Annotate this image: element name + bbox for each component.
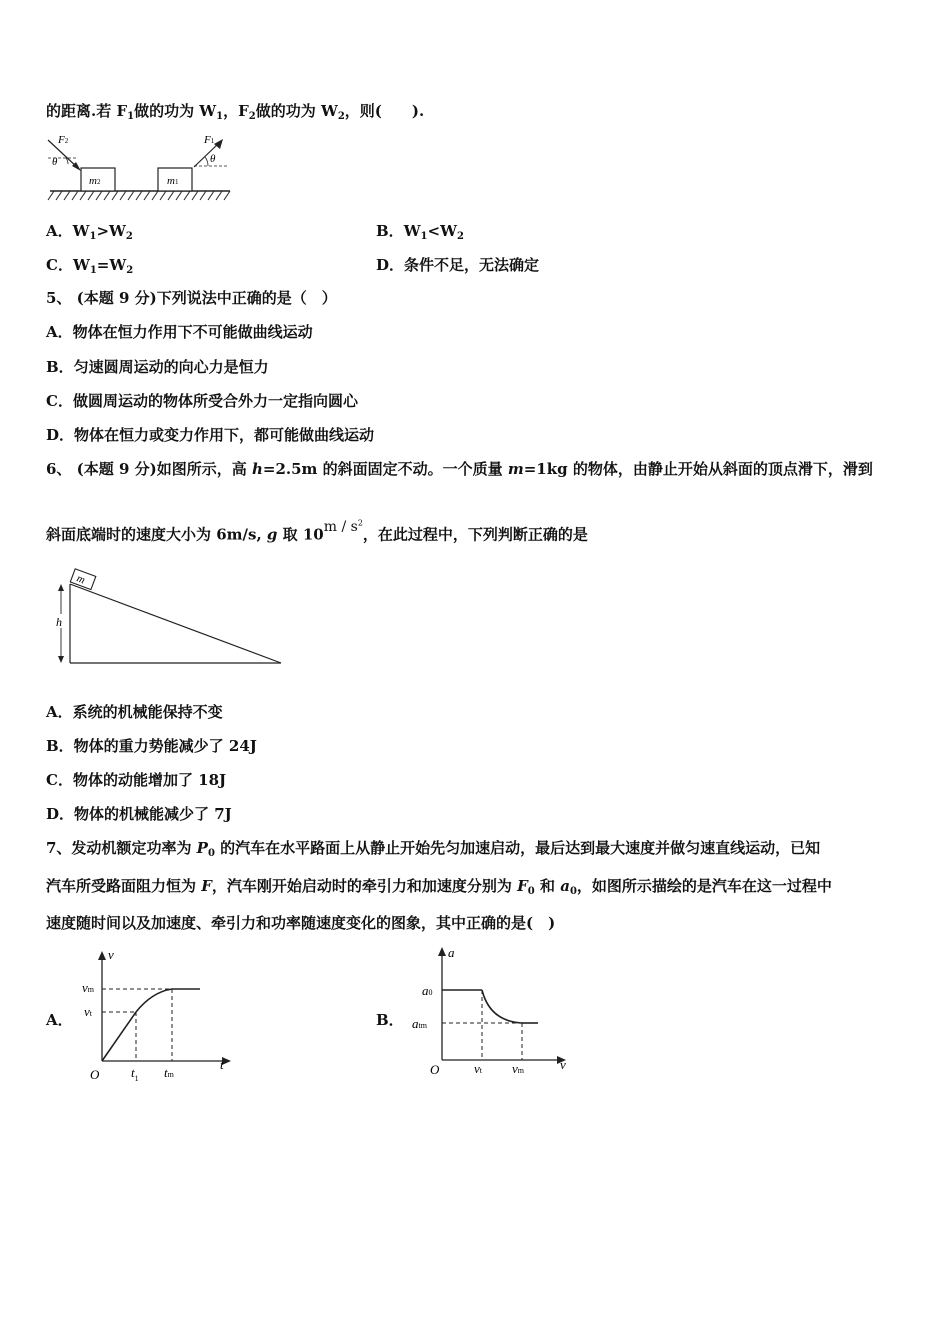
- graph-a-vm-label: vm: [82, 980, 95, 995]
- q6-option-a[interactable]: A．系统的机械能保持不变: [46, 703, 223, 721]
- q6-stem-line1: 6、 (本题 9 分)如图所示，高 h=2.5m 的斜面固定不动。一个质量 m=1kg 的物体，由静止开始从斜面的顶点滑下，滑到: [46, 460, 873, 478]
- graph-b-vt-label: vt: [474, 1061, 483, 1076]
- q7-graph-b: [406, 942, 574, 1082]
- graph-b-curve-segment: [482, 990, 522, 1023]
- q6-option-d[interactable]: D．物体的机械能减少了 7J: [46, 805, 232, 823]
- svg-text:m2: m2: [89, 175, 101, 187]
- svg-text:h: h: [56, 615, 62, 629]
- graph-a-vt-label: vt: [84, 1004, 93, 1019]
- graph-a-linear-segment: [102, 1012, 136, 1061]
- q4-option-d[interactable]: D．条件不足，无法确定: [376, 256, 540, 274]
- unit-ms2: m / $s^2$: [323, 518, 363, 535]
- q4-option-c[interactable]: C．$W_1=W_2$: [46, 256, 134, 276]
- q7-option-b[interactable]: B．: [376, 1011, 404, 1029]
- q5-stem: 5、 (本题 9 分)下列说法中正确的是（ ）: [46, 289, 337, 307]
- q6-stem-line2: 斜面底端时的速度大小为 6m/s, g 取 $10m / s^2$，在此过程中，下列判断正确的是: [46, 518, 588, 544]
- q7-stem-line1: 7、发动机额定功率为 $P_0$ 的汽车在水平路面上从静止开始先匀加速启动，最后达到最大速度并做匀速直线运动，已知: [46, 839, 821, 859]
- graph-b-origin: O: [430, 1062, 440, 1077]
- graph-a-x-label: t: [220, 1057, 224, 1072]
- graph-b-y-label: a: [448, 945, 455, 960]
- q4-option-a[interactable]: A．$W_1>W_2$: [46, 222, 133, 242]
- graph-a-y-label: v: [108, 947, 114, 962]
- q7-stem-line2: 汽车所受路面阻力恒为 F，汽车刚开始启动时的牵引力和加速度分别为 $F_0$ 和 $a_0$，如图所示描绘的是汽车在这一过程中: [46, 877, 832, 897]
- svg-text:F1: F1: [204, 134, 215, 146]
- q5-option-b[interactable]: B．匀速圆周运动的向心力是恒力: [46, 358, 269, 376]
- svg-text:θ: θ: [210, 153, 216, 165]
- q6-option-c[interactable]: C．物体的动能增加了 18J: [46, 771, 227, 789]
- graph-b-vm-label: vm: [512, 1061, 525, 1076]
- svg-text:m1: m1: [167, 175, 179, 187]
- q4-figure: [44, 128, 239, 206]
- graph-a-tm-label: tm: [164, 1065, 174, 1080]
- graph-b-atm-label: atm: [412, 1016, 427, 1031]
- q7-graph-a: [78, 945, 238, 1087]
- q6-option-b[interactable]: B．物体的重力势能减少了 24J: [46, 737, 257, 755]
- graph-a-t1-label: $t_1$: [131, 1065, 139, 1083]
- graph-b-a0-label: a0: [422, 983, 433, 998]
- graph-b-x-label: v: [560, 1057, 566, 1072]
- q5-option-c[interactable]: C．做圆周运动的物体所受合外力一定指向圆心: [46, 392, 358, 410]
- q4-option-b[interactable]: B．$W_1<W_2$: [376, 222, 464, 242]
- q4-stem: 的距离.若 $F_1$做的功为 $W_1$，$F_2$做的功为 $W_2$，则( ).: [46, 102, 425, 122]
- graph-a-curve-segment: [136, 989, 172, 1012]
- q7-option-a[interactable]: A．: [46, 1011, 73, 1029]
- q6-incline-figure: [44, 566, 289, 670]
- svg-text:m: m: [74, 572, 87, 587]
- graph-a-origin: O: [90, 1067, 100, 1082]
- svg-text:θ: θ: [52, 156, 58, 168]
- q5-option-d[interactable]: D．物体在恒力或变力作用下，都可能做曲线运动: [46, 426, 375, 444]
- q5-option-a[interactable]: A．物体在恒力作用下不可能做曲线运动: [46, 323, 313, 341]
- svg-text:F2: F2: [58, 134, 69, 146]
- q7-stem-line3: 速度随时间以及加速度、牵引力和功率随速度变化的图象，其中正确的是( ): [46, 914, 556, 932]
